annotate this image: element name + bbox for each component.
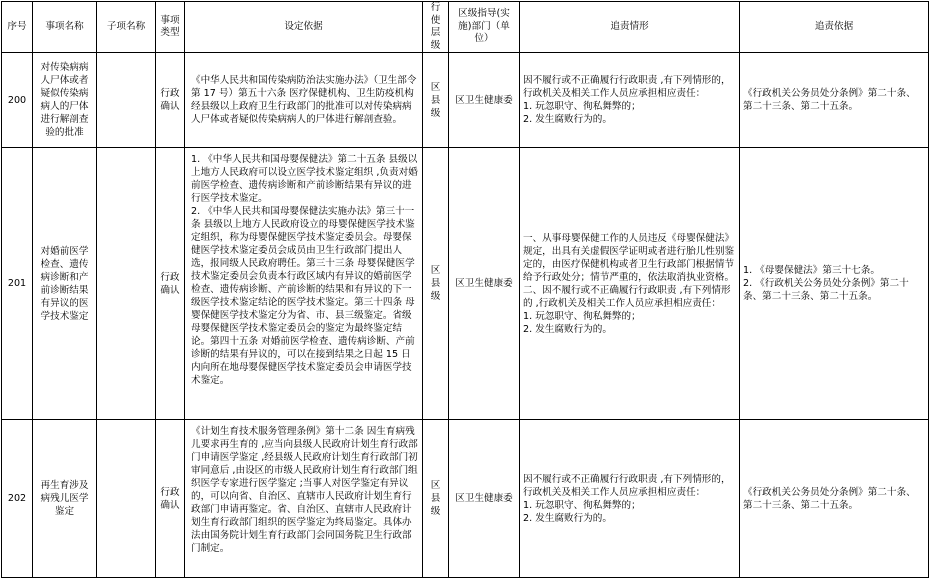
row-dept: 区卫生健康委 bbox=[449, 53, 520, 148]
header-row bbox=[2, 2, 929, 53]
header-dept: 区级指导(实施)部门（单位） bbox=[449, 2, 520, 53]
row-dept: 区卫生健康委 bbox=[449, 148, 520, 420]
row-sub bbox=[97, 53, 156, 148]
header-no: 序号 bbox=[2, 2, 33, 53]
header-level: 行使层级 bbox=[423, 2, 449, 53]
row-no: 200 bbox=[2, 53, 33, 148]
header-accountability-basis: 追责依据 bbox=[740, 2, 929, 53]
header-sub: 子项名称 bbox=[97, 2, 156, 53]
row-name: 对传染病病人尸体或者疑似传染病病人的尸体进行解剖查验的批准 bbox=[33, 53, 97, 148]
duty-line: 1. 玩忽职守、徇私舞弊的； bbox=[523, 499, 641, 511]
accbasis-line: 《行政机关公务员处分条例》第二十条、第二十三条、第二十五条。 bbox=[743, 486, 916, 511]
row-sub bbox=[97, 420, 156, 578]
row-basis: 《计划生育技术服务管理条例》第十二条 因生育病残儿要求再生育的 ,应当向县级人民政府计划生育行政部门申请医学鉴定 ,经县级人民政府计划生育行政部门初审同意后 ,由设区的市级人民政府计划生育行政部门组织医学专家进行医学鉴定 ;当事人对医学鉴定有异议的，可以向省、自治区、直辖市人民政府计划生育行政部门申请再鉴定。省、自治区、直辖市人民政府计划生育行政部门组织的医学鉴定为终局鉴定。具体办法由国务院计划生育行政部门会同国务院卫生行政部门制定。 bbox=[185, 420, 423, 578]
accbasis-line: 《行政机关公务员处分条例》第二十条、第二十三条、第二十五条。 bbox=[743, 88, 916, 112]
duty-line: 一、从事母婴保健工作的人员违反《母婴保健法》规定，出具有关虚假医学证明或者进行胎儿性别鉴定的，由医疗保健机构或者卫生行政部门根据情节给予行政处分；情节严重的，依法取消执业资格。 bbox=[523, 232, 735, 283]
header-name: 事项名称 bbox=[33, 2, 97, 53]
row-basis: 《中华人民共和国传染病防治法实施办法》（卫生部令第 17 号）第五十六条 医疗保健机构、卫生防疫机构经县级以上政府卫生行政部门的批准可以对传染病病人尸体或者疑似传染病病人的尸体进行解剖查验。 bbox=[185, 53, 423, 148]
duty-line: 1. 玩忽职守、徇私舞弊的； bbox=[523, 101, 641, 112]
row-type: 行政确认 bbox=[156, 420, 185, 578]
duty-line: 2. 发生腐败行为的。 bbox=[523, 512, 612, 524]
row-name: 对婚前医学检查、遗传病诊断和产前诊断结果有异议的医学技术鉴定 bbox=[33, 148, 97, 420]
row-name: 再生育涉及病残儿医学鉴定 bbox=[33, 420, 97, 578]
row-accountability-basis bbox=[740, 420, 929, 578]
duty-line: 二、因不履行或不正确履行行政职责 ,有下列情形的 ,行政机关及相关工作人员应承担相应责任： bbox=[523, 284, 731, 309]
row-duty bbox=[520, 420, 740, 578]
row-accountability-basis bbox=[740, 148, 929, 420]
row-level: 区县级 bbox=[423, 420, 449, 578]
table-row bbox=[2, 148, 929, 420]
duty-line: 2. 发生腐败行为的。 bbox=[523, 323, 612, 335]
row-dept: 区卫生健康委 bbox=[449, 420, 520, 578]
row-no: 202 bbox=[2, 420, 33, 578]
row-type: 行政确认 bbox=[156, 53, 185, 148]
row-duty bbox=[520, 148, 740, 420]
row-level: 区县级 bbox=[423, 53, 449, 148]
duty-line: 因不履行或不正确履行行政职责 ,有下列情形的，行政机关及相关工作人员应承担相应责任： bbox=[523, 75, 731, 99]
row-duty bbox=[520, 53, 740, 148]
row-type: 行政确认 bbox=[156, 148, 185, 420]
duty-line: 因不履行或不正确履行行政职责 ,有下列情形的，行政机关及相关工作人员应承担相应责任： bbox=[523, 473, 731, 498]
row-level: 区县级 bbox=[423, 148, 449, 420]
row-accountability-basis bbox=[740, 53, 929, 148]
duty-line: 2. 发生腐败行为的。 bbox=[523, 114, 612, 125]
accbasis-line: 2. 《行政机关公务员处分条例》第二十条、第二十三条、第二十五条。 bbox=[743, 278, 909, 302]
table-row bbox=[2, 53, 929, 148]
matters-table bbox=[1, 1, 929, 578]
duty-line: 1. 玩忽职守、徇私舞弊的； bbox=[523, 310, 641, 322]
row-no: 201 bbox=[2, 148, 33, 420]
accbasis-line: 1. 《母婴保健法》第三十七条。 bbox=[743, 265, 880, 276]
header-type: 事项类型 bbox=[156, 2, 185, 53]
table-row bbox=[2, 420, 929, 578]
header-duty: 追责情形 bbox=[520, 2, 740, 53]
row-basis: 1. 《中华人民共和国母婴保健法》第二十五条 县级以上地方人民政府可以设立医学技术鉴定组织 ,负责对婚前医学检查、遗传病诊断和产前诊断结果有异议的进行医学技术鉴定。 2. 《中华人民共和国母婴保健法实施办法》第三十一条 县级以上地方人民政府设立的母婴保健医学技术鉴定组织，称为母婴保健医学技术鉴定委员会。母婴保健医学技术鉴定委员会成员由卫生行政部门提出人选，报同级人民政府聘任。第三十三条 母婴保健医学技术鉴定委员会负责本行政区域内有异议的婚前医学检查、遗传病诊断、产前诊断的结果和有异议的下一级医学技术鉴定结论的医学技术鉴定。第三十四条 母婴保健医学技术鉴定分为省、市、县三级鉴定。省级母婴保健医学技术鉴定委员会的鉴定为最终鉴定结论。第四十五条 对婚前医学检查、遗传病诊断、产前诊断的结果有异议的，可以在接到结果之日起 15 日内向所在地母婴保健医学技术鉴定委员会申请医学技术鉴定。 bbox=[185, 148, 423, 420]
header-basis: 设定依据 bbox=[185, 2, 423, 53]
row-sub bbox=[97, 148, 156, 420]
